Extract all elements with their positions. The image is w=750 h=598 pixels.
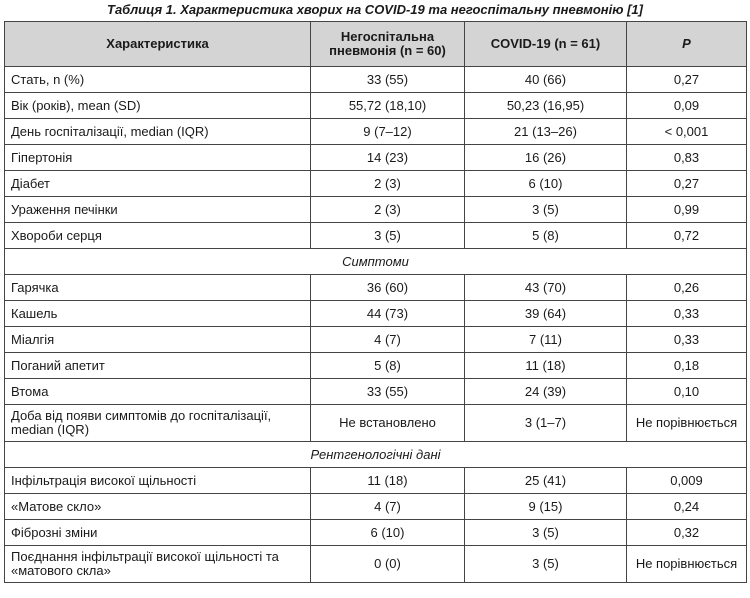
row-label: Міалгія	[5, 327, 311, 353]
p-value: 0,33	[627, 327, 747, 353]
covid-value: 9 (15)	[465, 494, 627, 520]
row-label: Діабет	[5, 171, 311, 197]
pneumonia-value: 44 (73)	[311, 301, 465, 327]
row-label: Поєднання інфільтрації високої щільності та «матового скла»	[5, 546, 311, 583]
covid-value: 24 (39)	[465, 379, 627, 405]
header-p: P	[627, 22, 747, 67]
p-value: 0,99	[627, 197, 747, 223]
table-row	[5, 275, 747, 301]
p-value: 0,83	[627, 145, 747, 171]
table-row	[5, 327, 747, 353]
covid-value: 5 (8)	[465, 223, 627, 249]
patient-characteristics-table	[4, 21, 747, 583]
section-heading: Симптоми	[5, 249, 747, 275]
covid-value: 7 (11)	[465, 327, 627, 353]
table-row	[5, 468, 747, 494]
covid-value: 16 (26)	[465, 145, 627, 171]
row-label: Хвороби серця	[5, 223, 311, 249]
pneumonia-value: Не встановлено	[311, 405, 465, 442]
row-label: Інфільтрація високої щільності	[5, 468, 311, 494]
pneumonia-value: 6 (10)	[311, 520, 465, 546]
table-row	[5, 223, 747, 249]
pneumonia-value: 4 (7)	[311, 327, 465, 353]
header-covid: COVID-19 (n = 61)	[465, 22, 627, 67]
table-row	[5, 145, 747, 171]
row-label: «Матове скло»	[5, 494, 311, 520]
table-row	[5, 520, 747, 546]
header-row	[5, 22, 747, 67]
header-pneumonia: Негоспітальна пневмонія (n = 60)	[311, 22, 465, 67]
table-row	[5, 301, 747, 327]
covid-value: 3 (1–7)	[465, 405, 627, 442]
row-label: Гіпертонія	[5, 145, 311, 171]
pneumonia-value: 2 (3)	[311, 171, 465, 197]
pneumonia-value: 33 (55)	[311, 67, 465, 93]
row-label: Доба від появи симптомів до госпіталізації, median (IQR)	[5, 405, 311, 442]
covid-value: 40 (66)	[465, 67, 627, 93]
section-row-symptoms	[5, 249, 747, 275]
pneumonia-value: 9 (7–12)	[311, 119, 465, 145]
row-label: Гарячка	[5, 275, 311, 301]
covid-value: 6 (10)	[465, 171, 627, 197]
row-label: Поганий апетит	[5, 353, 311, 379]
pneumonia-value: 4 (7)	[311, 494, 465, 520]
covid-value: 3 (5)	[465, 197, 627, 223]
row-label: Втома	[5, 379, 311, 405]
row-label: День госпіталізації, median (IQR)	[5, 119, 311, 145]
section-heading: Рентгенологічні дані	[5, 442, 747, 468]
row-label: Фіброзні зміни	[5, 520, 311, 546]
pneumonia-value: 5 (8)	[311, 353, 465, 379]
pneumonia-value: 36 (60)	[311, 275, 465, 301]
p-value: 0,24	[627, 494, 747, 520]
pneumonia-value: 3 (5)	[311, 223, 465, 249]
table-row	[5, 119, 747, 145]
covid-value: 50,23 (16,95)	[465, 93, 627, 119]
table-row	[5, 67, 747, 93]
row-label: Ураження печінки	[5, 197, 311, 223]
pneumonia-value: 2 (3)	[311, 197, 465, 223]
row-label: Стать, n (%)	[5, 67, 311, 93]
p-value: 0,18	[627, 353, 747, 379]
p-value: 0,26	[627, 275, 747, 301]
pneumonia-value: 55,72 (18,10)	[311, 93, 465, 119]
pneumonia-value: 11 (18)	[311, 468, 465, 494]
table-row	[5, 546, 747, 583]
p-value: < 0,001	[627, 119, 747, 145]
pneumonia-value: 14 (23)	[311, 145, 465, 171]
section-row-xray	[5, 442, 747, 468]
p-value: 0,10	[627, 379, 747, 405]
covid-value: 25 (41)	[465, 468, 627, 494]
table-row	[5, 494, 747, 520]
p-value: 0,009	[627, 468, 747, 494]
table-caption: Таблиця 1. Характеристика хворих на COVID-19 та негоспітальну пневмонію [1]	[107, 2, 643, 17]
p-value: 0,32	[627, 520, 747, 546]
table-row	[5, 197, 747, 223]
pneumonia-value: 33 (55)	[311, 379, 465, 405]
header-characteristic: Характеристика	[5, 22, 311, 67]
covid-value: 43 (70)	[465, 275, 627, 301]
pneumonia-value: 0 (0)	[311, 546, 465, 583]
p-value: 0,72	[627, 223, 747, 249]
table-row	[5, 379, 747, 405]
row-label: Вік (років), mean (SD)	[5, 93, 311, 119]
p-value: 0,33	[627, 301, 747, 327]
table-row	[5, 353, 747, 379]
p-value: 0,27	[627, 171, 747, 197]
p-value: 0,27	[627, 67, 747, 93]
table-row	[5, 171, 747, 197]
p-value: Не порівнюється	[627, 546, 747, 583]
row-label: Кашель	[5, 301, 311, 327]
p-value: 0,09	[627, 93, 747, 119]
covid-value: 3 (5)	[465, 520, 627, 546]
covid-value: 21 (13–26)	[465, 119, 627, 145]
table-row	[5, 93, 747, 119]
p-value: Не порівнюється	[627, 405, 747, 442]
covid-value: 11 (18)	[465, 353, 627, 379]
covid-value: 39 (64)	[465, 301, 627, 327]
covid-value: 3 (5)	[465, 546, 627, 583]
table-row	[5, 405, 747, 442]
